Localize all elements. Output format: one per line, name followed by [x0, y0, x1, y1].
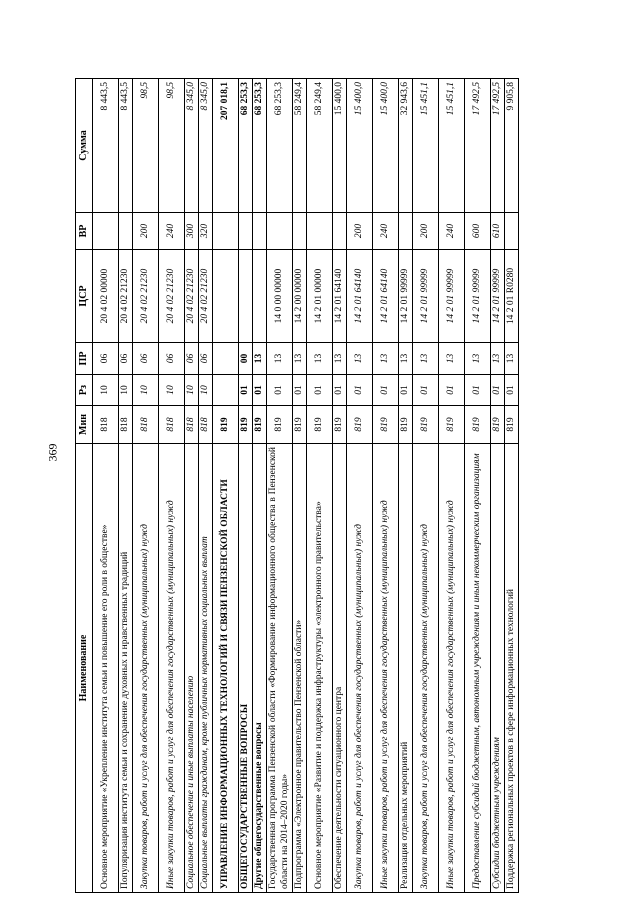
budget-table — [75, 78, 519, 893]
cell-vr — [293, 213, 307, 250]
cell-vr: 300 — [185, 213, 199, 250]
cell-rz: 01 — [373, 375, 399, 406]
cell-csr: 20 4 02 21230 — [185, 250, 199, 343]
col-header-rz: Рз — [76, 375, 93, 406]
cell-csr: 14 2 01 99999 — [465, 250, 491, 343]
cell-sum: 98,5 — [159, 79, 185, 213]
cell-csr: 20 4 02 21230 — [159, 250, 185, 343]
cell-pr: 06 — [199, 343, 213, 375]
col-header-min: Мин — [76, 406, 93, 444]
cell-sum: 32 943,6 — [399, 79, 413, 213]
cell-csr: 14 2 01 64140 — [347, 250, 373, 343]
cell-rz: 10 — [185, 375, 199, 406]
cell-rz: 01 — [333, 375, 347, 406]
table-row — [491, 79, 505, 893]
cell-sum: 68 253,3 — [239, 79, 253, 213]
cell-min: 818 — [185, 406, 199, 444]
table-row — [413, 79, 439, 893]
table-row — [267, 79, 293, 893]
cell-min: 819 — [239, 406, 253, 444]
cell-min: 818 — [199, 406, 213, 444]
table-row — [333, 79, 347, 893]
cell-pr: 13 — [267, 343, 293, 375]
table-row — [119, 79, 133, 893]
cell-min: 819 — [293, 406, 307, 444]
cell-rz: 10 — [133, 375, 159, 406]
table-row — [465, 79, 491, 893]
cell-name: ОБЩЕГОСУДАРСТВЕННЫЕ ВОПРОСЫ — [239, 444, 253, 893]
cell-rz: 10 — [119, 375, 133, 406]
cell-name: Другие общегосударственные вопросы — [253, 444, 267, 893]
cell-name: Основное мероприятие «Развитие и поддержка инфраструктуры «электронного правительства» — [307, 444, 333, 893]
cell-min: 819 — [413, 406, 439, 444]
col-header-name: Наименование — [76, 444, 93, 893]
cell-pr: 06 — [119, 343, 133, 375]
cell-pr: 13 — [293, 343, 307, 375]
table-row — [505, 79, 519, 893]
cell-vr — [333, 213, 347, 250]
cell-name: Закупка товаров, работ и услуг для обеспечения государственных (муниципальных) нужд — [347, 444, 373, 893]
table-row — [253, 79, 267, 893]
cell-sum: 98,5 — [133, 79, 159, 213]
cell-vr — [505, 213, 519, 250]
cell-name: УПРАВЛЕНИЕ ИНФОРМАЦИОННЫХ ТЕХНОЛОГИЙ И СВЯЗИ ПЕНЗЕНСКОЙ ОБЛАСТИ — [213, 444, 239, 893]
cell-pr: 13 — [413, 343, 439, 375]
cell-rz: 01 — [399, 375, 413, 406]
cell-sum: 8 345,0 — [185, 79, 199, 213]
cell-sum: 58 249,4 — [307, 79, 333, 213]
cell-rz: 01 — [439, 375, 465, 406]
cell-pr: 06 — [93, 343, 119, 375]
cell-sum: 58 249,4 — [293, 79, 307, 213]
cell-pr: 13 — [439, 343, 465, 375]
cell-sum: 15 400,0 — [373, 79, 399, 213]
cell-csr: 14 2 01 99999 — [399, 250, 413, 343]
cell-name: Социальное обеспечение и иные выплаты населению — [185, 444, 199, 893]
cell-name: Государственная программа Пензенской области «Формирование информационного общества в Пензенской области на 2014–2020 годы» — [267, 444, 293, 893]
cell-vr: 200 — [133, 213, 159, 250]
cell-csr: 14 2 01 64140 — [373, 250, 399, 343]
cell-name: Закупка товаров, работ и услуг для обеспечения государственных (муниципальных) нужд — [133, 444, 159, 893]
cell-sum: 68 253,3 — [267, 79, 293, 213]
cell-min: 818 — [133, 406, 159, 444]
cell-rz: 01 — [267, 375, 293, 406]
cell-sum: 15 400,0 — [347, 79, 373, 213]
cell-min: 819 — [491, 406, 505, 444]
cell-min: 819 — [373, 406, 399, 444]
cell-rz: 01 — [239, 375, 253, 406]
col-header-pr: ПР — [76, 343, 93, 375]
cell-pr: 13 — [333, 343, 347, 375]
cell-pr: 13 — [465, 343, 491, 375]
cell-rz: 01 — [307, 375, 333, 406]
col-header-sum: Сумма — [76, 79, 93, 213]
cell-sum: 17 492,5 — [491, 79, 505, 213]
cell-sum: 15 400,0 — [333, 79, 347, 213]
cell-sum: 207 018,1 — [213, 79, 239, 213]
cell-min: 819 — [439, 406, 465, 444]
cell-csr — [253, 250, 267, 343]
cell-sum: 8 443,5 — [119, 79, 133, 213]
table-row — [199, 79, 213, 893]
cell-min: 819 — [505, 406, 519, 444]
cell-rz — [213, 375, 239, 406]
cell-sum: 68 253,3 — [253, 79, 267, 213]
cell-rz: 01 — [347, 375, 373, 406]
cell-min: 819 — [253, 406, 267, 444]
cell-pr: 13 — [347, 343, 373, 375]
cell-rz: 10 — [93, 375, 119, 406]
cell-rz: 01 — [491, 375, 505, 406]
cell-sum: 15 451,1 — [439, 79, 465, 213]
cell-min: 819 — [213, 406, 239, 444]
cell-min: 819 — [347, 406, 373, 444]
cell-rz: 01 — [465, 375, 491, 406]
cell-pr: 06 — [159, 343, 185, 375]
cell-pr: 13 — [399, 343, 413, 375]
table-row — [93, 79, 119, 893]
cell-name: Обеспечение деятельности ситуационного центра — [333, 444, 347, 893]
cell-pr: 13 — [505, 343, 519, 375]
cell-min: 819 — [399, 406, 413, 444]
cell-sum: 8 443,5 — [93, 79, 119, 213]
cell-csr — [213, 250, 239, 343]
cell-min: 819 — [307, 406, 333, 444]
cell-min: 819 — [333, 406, 347, 444]
cell-min: 819 — [267, 406, 293, 444]
cell-rz: 10 — [159, 375, 185, 406]
cell-name: Предоставление субсидий бюджетным, автономным учреждениям и иным некоммерческим организациям — [465, 444, 491, 893]
table-row — [213, 79, 239, 893]
cell-min: 818 — [93, 406, 119, 444]
cell-sum: 9 905,8 — [505, 79, 519, 213]
cell-name: Подпрограмма «Электронное правительство Пензенской области» — [293, 444, 307, 893]
cell-pr: 06 — [185, 343, 199, 375]
cell-name: Социальные выплаты гражданам, кроме публичных нормативных социальных выплат — [199, 444, 213, 893]
cell-csr: 14 0 00 00000 — [267, 250, 293, 343]
cell-min: 818 — [119, 406, 133, 444]
cell-vr: 240 — [159, 213, 185, 250]
col-header-vr: ВР — [76, 213, 93, 250]
cell-min: 819 — [465, 406, 491, 444]
cell-csr: 20 4 02 21230 — [133, 250, 159, 343]
cell-vr: 320 — [199, 213, 213, 250]
col-header-csr: ЦСР — [76, 250, 93, 343]
cell-name: Поддержка региональных проектов в сфере информационных технологий — [505, 444, 519, 893]
cell-rz: 10 — [199, 375, 213, 406]
cell-csr: 20 4 02 21230 — [119, 250, 133, 343]
cell-pr: 13 — [307, 343, 333, 375]
table-row — [185, 79, 199, 893]
cell-vr: 600 — [465, 213, 491, 250]
rotated-page — [75, 79, 565, 893]
cell-name: Популяризация института семьи и сохранение духовных и нравственных традиций — [119, 444, 133, 893]
cell-vr — [213, 213, 239, 250]
cell-name: Иные закупки товаров, работ и услуг для обеспечения государственных (муниципальных) нужд — [373, 444, 399, 893]
page-number: 369 — [45, 443, 60, 462]
cell-vr — [267, 213, 293, 250]
cell-rz: 01 — [413, 375, 439, 406]
cell-vr: 610 — [491, 213, 505, 250]
cell-csr: 20 4 02 00000 — [93, 250, 119, 343]
cell-pr: 13 — [373, 343, 399, 375]
table-row — [159, 79, 185, 893]
cell-rz: 01 — [505, 375, 519, 406]
cell-min: 818 — [159, 406, 185, 444]
cell-pr: 06 — [133, 343, 159, 375]
cell-pr — [213, 343, 239, 375]
table-row — [133, 79, 159, 893]
cell-pr: 13 — [253, 343, 267, 375]
table-row — [239, 79, 253, 893]
cell-csr: 14 2 00 00000 — [293, 250, 307, 343]
cell-vr — [119, 213, 133, 250]
cell-name: Иные закупки товаров, работ и услуг для обеспечения государственных (муниципальных) нужд — [159, 444, 185, 893]
cell-vr — [239, 213, 253, 250]
cell-vr — [399, 213, 413, 250]
cell-sum: 17 492,5 — [465, 79, 491, 213]
table-row — [373, 79, 399, 893]
cell-pr: 13 — [491, 343, 505, 375]
table-row — [307, 79, 333, 893]
table-row — [399, 79, 413, 893]
cell-csr: 14 2 01 99999 — [413, 250, 439, 343]
cell-csr: 14 2 01 R0280 — [505, 250, 519, 343]
cell-csr: 14 2 01 99999 — [439, 250, 465, 343]
cell-sum: 15 451,1 — [413, 79, 439, 213]
cell-csr: 14 2 01 00000 — [307, 250, 333, 343]
cell-name: Субсидии бюджетным учреждениям — [491, 444, 505, 893]
header-row — [76, 79, 93, 893]
cell-vr: 240 — [439, 213, 465, 250]
cell-vr: 200 — [347, 213, 373, 250]
cell-rz: 01 — [253, 375, 267, 406]
cell-pr: 00 — [239, 343, 253, 375]
cell-sum: 8 345,0 — [199, 79, 213, 213]
cell-vr: 240 — [373, 213, 399, 250]
cell-vr — [253, 213, 267, 250]
cell-name: Основное мероприятие «Укрепление института семьи и повышение его роли в обществе» — [93, 444, 119, 893]
cell-name: Закупка товаров, работ и услуг для обеспечения государственных (муниципальных) нужд — [413, 444, 439, 893]
cell-vr — [307, 213, 333, 250]
cell-csr: 14 2 01 64140 — [333, 250, 347, 343]
table-row — [293, 79, 307, 893]
cell-vr — [93, 213, 119, 250]
cell-name: Иные закупки товаров, работ и услуг для обеспечения государственных (муниципальных) нужд — [439, 444, 465, 893]
cell-csr: 14 2 01 99999 — [491, 250, 505, 343]
cell-rz: 01 — [293, 375, 307, 406]
cell-csr — [239, 250, 253, 343]
cell-csr: 20 4 02 21230 — [199, 250, 213, 343]
table-row — [439, 79, 465, 893]
cell-vr: 200 — [413, 213, 439, 250]
cell-name: Реализация отдельных мероприятий — [399, 444, 413, 893]
table-row — [347, 79, 373, 893]
